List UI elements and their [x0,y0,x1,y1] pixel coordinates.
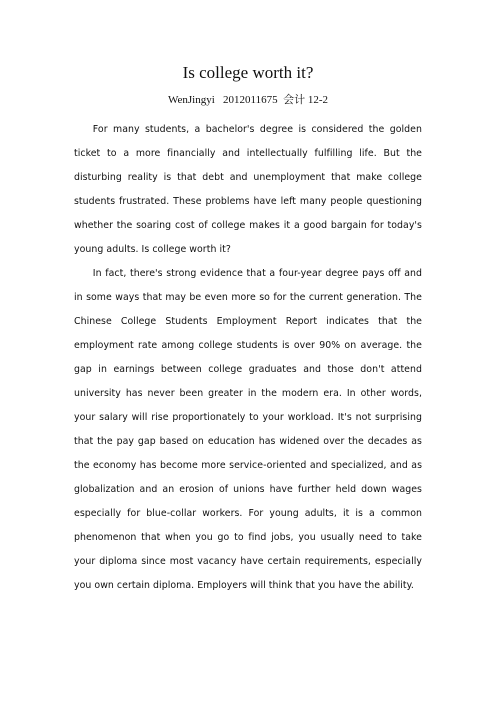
document-body [74,118,422,598]
paragraph-2: In fact, there's strong evidence that a four-year degree pays off and in some ways that may be even more so for the current generation. The Chinese College Students Employment Report indicates that the employment rate among college students is over 90% on average. the gap in earnings between college graduates and those don't attend university has never been greater in the modern era. In other words, your salary will rise proportionately to your workload. It's not surprising that the pay gap based on education has widened over the decades as the economy has become more service-oriented and specialized, and as globalization and an erosion of unions have further held down wages especially for blue-collar workers. For young adults, it is a common phenomenon that when you go to find jobs, you usually need to take your diploma since most vacancy have certain requirements, especially you own certain diploma. Employers will think that you have the ability. [74,268,422,591]
author-line: WenJingyi 2012011675 会计 12-2 [167,94,329,106]
paragraph-1: For many students, a bachelor's degree is considered the golden ticket to a more financially and intellectually fulfilling life. But the disturbing reality is that debt and unemployment that make college students frustrated. These problems have left many people questioning whether the soaring cost of college makes it a good bargain for today's young adults. Is college worth it? [74,124,422,255]
document-title: Is college worth it? [182,63,314,82]
